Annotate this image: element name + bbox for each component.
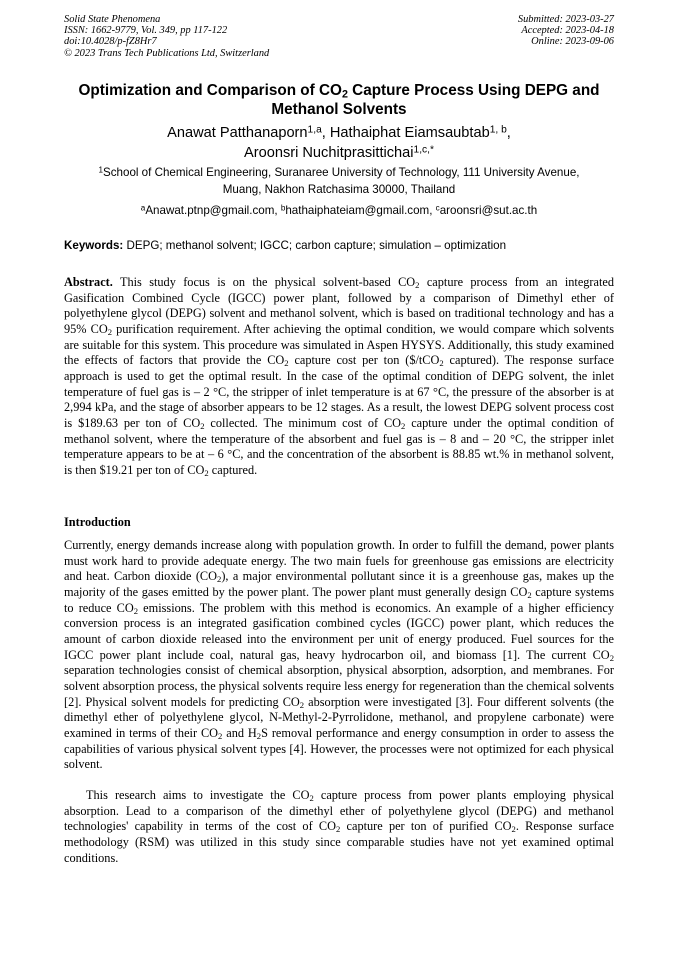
abstract-text: capture under the optimal condition of methanol solvent, where the temperature of the absorbent and fuel gas is – 8 and – 20 °C, the stripper inlet temperature appears to be at – 6 °C, and the concentration of the absorbent is 88.85 wt.% in methanol solvent, is then $19.21 per ton of CO: [64, 415, 614, 477]
affiliation-mark: 1: [98, 165, 104, 175]
paragraph-text: S removal performance and energy consumption in order to assess the capabilities of various physical solvent types [4]. However, the processes were not optimized for each physical solvent.: [64, 725, 614, 772]
affiliation-line-1: School of Chemical Engineering, Suranaree University of Technology, 111 University Avenue,: [103, 166, 580, 179]
subscript: 2: [609, 652, 614, 663]
author-name: Aroonsri Nuchitprasittichai: [244, 145, 414, 161]
abstract-text: captured). The response surface approach is used to get the optimal result. In the case of the optimal condition of DEPG solvent, the inlet temperature of fuel gas is – 2 °C, the stripper of inlet temperature is at 67 °C, the pressure of the absorber is at 2,994 kPa, and the stage of absorber appears to be 12 stages. As a result, the lowest DEPG solvent process cost is $189.63 per ton of CO: [64, 353, 614, 430]
subscript: 2: [335, 824, 341, 835]
abstract-text: purification requirement. After achieving the optimal condition, we would compare which solvents are suitable for this system. This procedure was simulated in Aspen HYSYS. Additionally, this study examined the effects of factors that provide the CO: [64, 321, 614, 368]
subscript: 2: [256, 731, 262, 742]
subscript: 2: [401, 421, 406, 432]
abstract: [64, 275, 614, 479]
email-mark: a: [140, 203, 146, 213]
abstract-text: captured.: [208, 462, 258, 477]
email: hathaiphateiam@gmail.com,: [285, 204, 436, 217]
subscript: 2: [299, 699, 305, 710]
paragraph-text: and H: [222, 725, 257, 740]
subscript: 2: [133, 605, 139, 616]
journal-issn: ISSN: 1662-9779, Vol. 349, pp 117-122: [64, 25, 228, 37]
title-subscript: 2: [341, 88, 348, 101]
online-date: Online: 2023-09-06: [531, 36, 614, 48]
keywords-text: DEPG; methanol solvent; IGCC; carbon capture; simulation – optimization: [123, 239, 507, 252]
paragraph-text: Currently, energy demands increase along with population growth. In order to fulfill the demand, power plants must work hard to provide adequate energy. The two main fuels for greenhouse gas emissions are electricity and heat. Carbon dioxide (CO: [64, 538, 614, 584]
title-text-1: Optimization and Comparison of CO: [78, 82, 342, 99]
abstract-text: capture process from an integrated Gasification Combined Cycle (IGCC) power plant, followed by a comparison of Dimethyl ether of polyethylene glycol (DEPG) solvent and methanol solvent, which is based on traditional technology and has a 95% CO: [64, 275, 614, 336]
author-name: Anawat Patthanaporn: [167, 125, 308, 141]
subscript: 2: [511, 824, 516, 835]
email-mark: b: [280, 203, 286, 213]
paragraph-text: capture systems to reduce CO: [64, 584, 614, 615]
paper-title: [40, 81, 638, 119]
abstract-text: collected. The minimum cost of CO: [204, 415, 402, 430]
email: aroonsri@sut.ac.th: [439, 204, 538, 217]
subscript: 2: [200, 421, 205, 432]
author-list: [40, 123, 638, 163]
subscript: 2: [284, 358, 289, 369]
abstract-text: This study focus is on the physical solvent-based CO: [112, 275, 416, 289]
subscript: 2: [309, 793, 314, 804]
journal-name: Solid State Phenomena: [64, 14, 161, 25]
keywords-label: Keywords:: [64, 239, 124, 252]
accepted-date: Accepted: 2023-04-18: [521, 25, 614, 37]
journal-doi: doi:10.4028/p-fZ8Hr7: [64, 36, 157, 48]
subscript: 2: [527, 590, 532, 601]
publication-dates: [518, 14, 614, 48]
paragraph-text: emissions. The problem with this method is economics. An example of a higher efficiency conversion process is an integrated gasification combined cycles (IGCC) power plant, which reduces the amount of carbon dioxide released into the environment per unit of energy produced. Fuel sources for the IGCC power plant include coal, natural gas, heavy hydrocarbon oil, and biomass [1]. The current CO: [64, 600, 615, 662]
subscript: 2: [415, 280, 420, 291]
paragraph-text: . Response surface methodology (RSM) was utilized in this study since comparable studies have not yet examined optimal conditions.: [64, 819, 615, 865]
journal-info: [64, 14, 269, 59]
title-text-3: Methanol Solvents: [271, 101, 407, 118]
submitted-date: Submitted: 2023-03-27: [517, 14, 614, 25]
title-text-2: Capture Process Using DEPG and: [347, 82, 600, 99]
email: Anawat.ptnp@gmail.com,: [145, 204, 281, 217]
author-name: Hathaiphat Eiamsaubtab: [329, 125, 490, 141]
journal-copyright: © 2023 Trans Tech Publications Ltd, Switzerland: [64, 47, 270, 59]
subscript: 2: [439, 358, 444, 369]
author-emails: [40, 203, 638, 219]
introduction-paragraph-2: [64, 788, 614, 866]
author-affil-mark: 1,a: [307, 124, 322, 136]
section-heading-introduction: Introduction: [64, 515, 131, 529]
author-affil-mark: 1, b: [489, 124, 507, 136]
abstract-label: Abstract.: [64, 275, 113, 289]
author-separator: ,: [506, 125, 511, 141]
paragraph-text: absorption were investigated [3]. Four different solvents (the dimethyl ether of polyethylene glycol, N-Methyl-2-Pyrrolidone, methanol, and propylene carbonate) were examined in terms of their CO: [64, 694, 614, 740]
paragraph-text: separation technologies consist of chemical absorption, physical absorption, adsorption, and membranes. For solvent absorption process, the physical solvents require less energy for regeneration than the chemical solvents [2]. Physical solvent models for predicting CO: [64, 663, 614, 709]
introduction-paragraph-1: [64, 538, 614, 773]
email-mark: c: [435, 203, 440, 213]
keywords: [64, 238, 614, 254]
affiliation: [40, 165, 638, 198]
paragraph-text: capture process from power plants employing physical absorption. Lead to a comparison of the dimethyl ether of polyethylene glycol (DEPG) and methanol technologies' capability in terms of the cost of CO: [64, 788, 614, 834]
paragraph-text: This research aims to investigate the CO: [86, 788, 310, 802]
subscript: 2: [217, 574, 222, 585]
paragraph-text: ), a major environmental pollutant since it is a greenhouse gas, makes up the majority of the gases emitted by the power plant. The power plant must generally design CO: [64, 569, 614, 599]
affiliation-line-2: Muang, Nakhon Ratchasima 30000, Thailand: [222, 182, 456, 196]
author-affil-mark: 1,c,*: [413, 144, 434, 156]
subscript: 2: [204, 468, 209, 479]
subscript: 2: [107, 327, 113, 338]
subscript: 2: [218, 731, 223, 742]
abstract-text: capture cost per ton ($/tCO: [288, 353, 440, 368]
paragraph-text: capture per ton of purified CO: [340, 819, 512, 834]
author-separator: ,: [321, 125, 330, 141]
